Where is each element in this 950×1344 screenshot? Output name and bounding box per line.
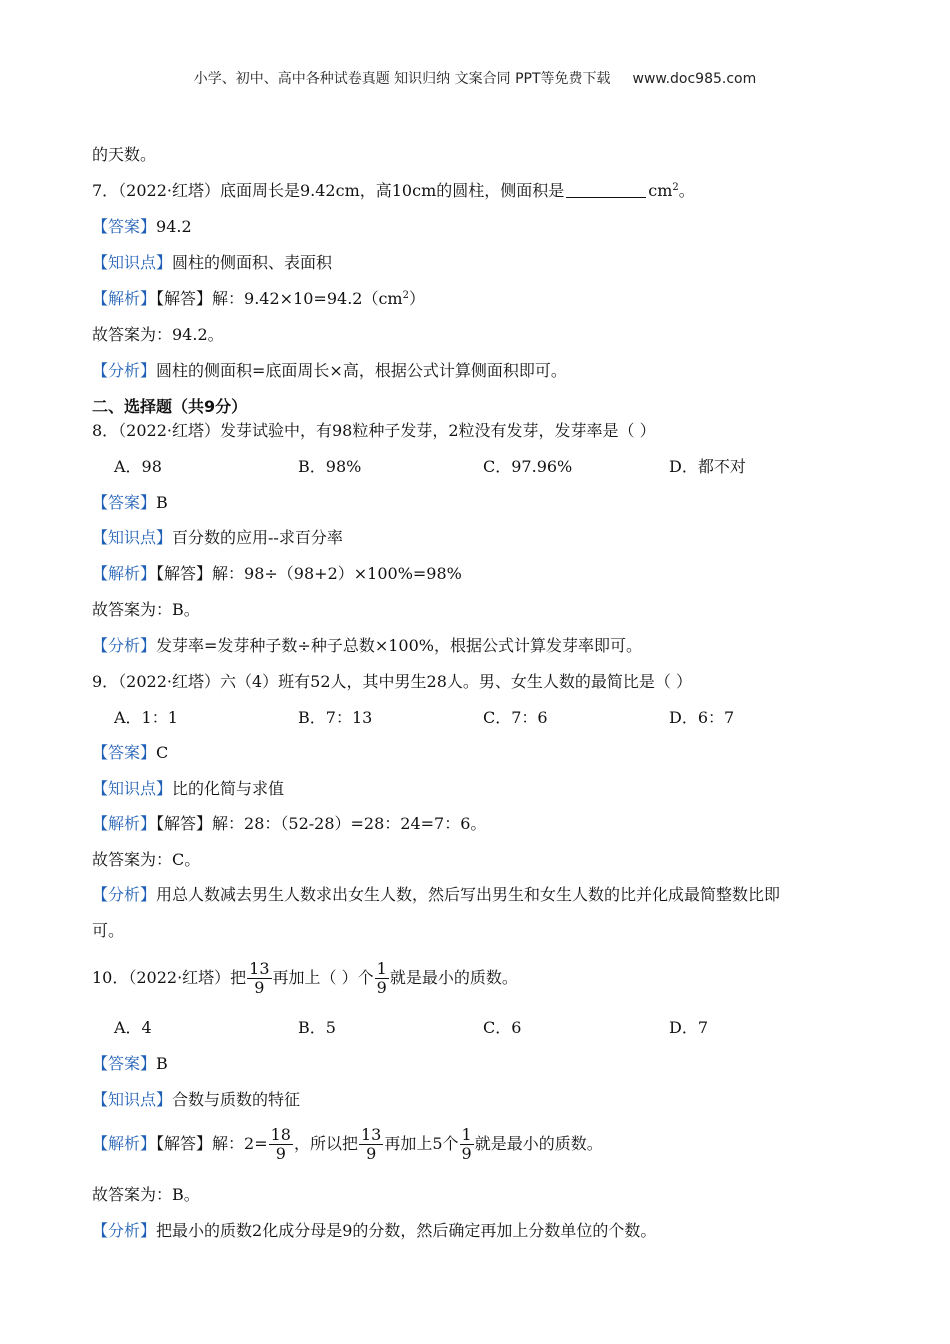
conclusion-7: 故答案为：94.2。 xyxy=(92,325,224,344)
explain-10: 【分析】把最小的质数2化成分母是9的分数，然后确定再加上分数单位的个数。 xyxy=(92,1221,657,1240)
answer-8: 【答案】B xyxy=(92,493,168,512)
fraction: $\frac{1}{9}$ xyxy=(376,959,387,997)
question-7: 7．（2022·红塔）底面周长是9.42cm，高10cm的圆柱，侧面积是 $cm^2$。 xyxy=(92,181,695,200)
section-2-heading: 二、选择题（共9分） xyxy=(92,397,248,416)
q10-option-c: C．6 xyxy=(483,1018,522,1037)
conclusion-10: 故答案为：B。 xyxy=(92,1185,200,1204)
q9-option-d: D．6：7 xyxy=(669,708,735,727)
answer-7: 【答案】94.2 xyxy=(92,217,192,236)
conclusion-8: 故答案为：B。 xyxy=(92,600,200,619)
answer-10: 【答案】B xyxy=(92,1054,168,1073)
conclusion-9: 故答案为：C。 xyxy=(92,850,201,869)
fraction: $\frac{1}{9}$ xyxy=(461,1125,472,1163)
knowledge-9: 【知识点】比的化简与求值 xyxy=(92,779,285,798)
answer-blank xyxy=(566,181,646,198)
explain-9-cont: 可。 xyxy=(92,921,125,940)
q9-option-a: A．1：1 xyxy=(114,708,178,727)
q8-option-b: B．98% xyxy=(298,457,362,476)
analysis-10: 【解析】【解答】解：2= $\frac{18}{9}$ ，所以把 $\frac{13}{9}$ 再加上5个 $\frac{1}{9}$ 就是最小的质数。 xyxy=(92,1125,603,1163)
q10-option-a: A．4 xyxy=(114,1018,152,1037)
q9-option-b: B．7：13 xyxy=(298,708,373,727)
knowledge-10: 【知识点】合数与质数的特征 xyxy=(92,1090,301,1109)
explain-9: 【分析】用总人数减去男生人数求出女生人数，然后写出男生和女生人数的比并化成最简整数比即 xyxy=(92,885,781,904)
analysis-8: 【解析】【解答】解：98÷（98+2）×100%=98% xyxy=(92,564,462,583)
answer-tag: 【答案】 xyxy=(92,217,157,236)
question-10: 10．（2022·红塔）把 $\frac{13}{9}$ 再加上（ ）个 $\frac{1}{9}$ 就是最小的质数。 xyxy=(92,959,518,997)
knowledge-8: 【知识点】百分数的应用--求百分率 xyxy=(92,528,343,547)
explain-tag: 【分析】 xyxy=(92,361,157,380)
answer-9: 【答案】C xyxy=(92,743,169,762)
fraction: $\frac{18}{9}$ xyxy=(270,1125,291,1163)
q9-option-c: C．7：6 xyxy=(483,708,548,727)
header-url[interactable]: www.doc985.com xyxy=(632,71,757,87)
analysis-9: 【解析】【解答】解：28：（52-28）=28：24=7：6。 xyxy=(92,814,487,833)
fraction: $\frac{13}{9}$ xyxy=(361,1125,382,1163)
prev-question-tail: 的天数。 xyxy=(92,145,157,164)
explain-7: 【分析】圆柱的侧面积=底面周长×高，根据公式计算侧面积即可。 xyxy=(92,361,567,380)
question-8: 8．（2022·红塔）发芽试验中，有98粒种子发芽，2粒没有发芽，发芽率是（ ） xyxy=(92,421,656,440)
analysis-tag: 【解析】 xyxy=(92,289,157,308)
explain-8: 【分析】发芽率=发芽种子数÷种子总数×100%，根据公式计算发芽率即可。 xyxy=(92,636,642,655)
header-text: 小学、初中、高中各种试卷真题 知识归纳 文案合同 PPT等免费下载 xyxy=(193,71,611,87)
q10-option-b: B．5 xyxy=(298,1018,336,1037)
fraction: $\frac{13}{9}$ xyxy=(249,959,270,997)
page-header xyxy=(0,68,950,88)
analysis-7: 【解析】【解答】解：$9.42\times 10=94.2(cm^2)$ xyxy=(92,289,425,308)
q8-option-a: A．98 xyxy=(114,457,162,476)
knowledge-7: 【知识点】圆柱的侧面积、表面积 xyxy=(92,253,333,272)
knowledge-tag: 【知识点】 xyxy=(92,253,173,272)
question-9: 9．（2022·红塔）六（4）班有52人，其中男生28人。男、女生人数的最简比是（ ） xyxy=(92,672,692,691)
q10-option-d: D．7 xyxy=(669,1018,709,1037)
q8-option-d: D．都不对 xyxy=(669,457,746,476)
q8-option-c: C．97.96% xyxy=(483,457,573,476)
